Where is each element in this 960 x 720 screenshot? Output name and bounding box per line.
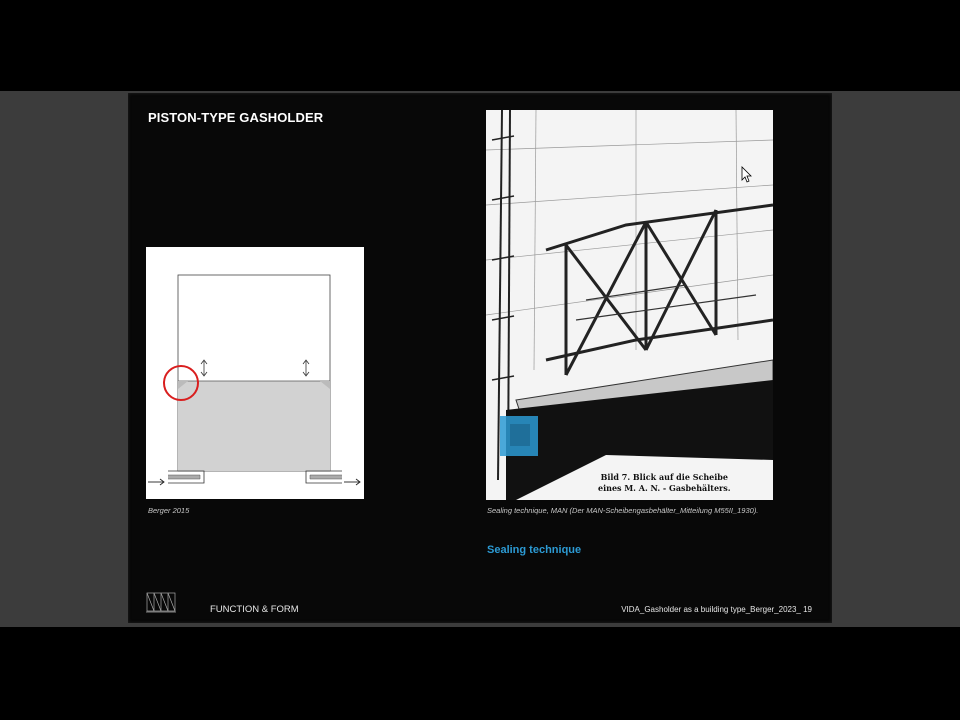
- video-letterbox-top: [0, 0, 960, 91]
- gasholder-schematic: [146, 247, 364, 499]
- presentation-slide: [128, 93, 832, 623]
- footer-section-label: FUNCTION & FORM: [210, 604, 299, 615]
- diagram-caption: Berger 2015: [148, 506, 190, 515]
- historic-photo: [486, 110, 773, 500]
- footer-reference: VIDA_Gasholder as a building type_Berger_2023_ 19: [621, 605, 812, 614]
- video-letterbox-bottom: [0, 627, 960, 720]
- mouse-pointer-icon: [741, 166, 753, 184]
- double-arrow-icon-right: [303, 360, 309, 376]
- photo-caption: Sealing technique, MAN (Der MAN-Scheibengasbehälter_Mitteilung M55II_1930).: [487, 506, 759, 515]
- gasholder-diagram: [146, 247, 364, 499]
- piston-body: [178, 381, 330, 471]
- photo-inscription-line1: Bild 7. Blick auf die Scheibe: [600, 472, 728, 482]
- photo-inscription: [598, 472, 731, 494]
- slide-title: PISTON-TYPE GASHOLDER: [148, 110, 324, 125]
- gasholder-logo-icon: [146, 589, 176, 613]
- sealing-technique-heading: Sealing technique: [487, 544, 582, 556]
- photo-inscription-line2: eines M. A. N. - Gasbehälters.: [598, 483, 731, 493]
- double-arrow-icon-left: [201, 360, 207, 376]
- gasholder-interior-illustration: [486, 110, 773, 500]
- right-arrow-icon-inlet: [148, 479, 164, 485]
- right-arrow-icon-outlet: [344, 479, 360, 485]
